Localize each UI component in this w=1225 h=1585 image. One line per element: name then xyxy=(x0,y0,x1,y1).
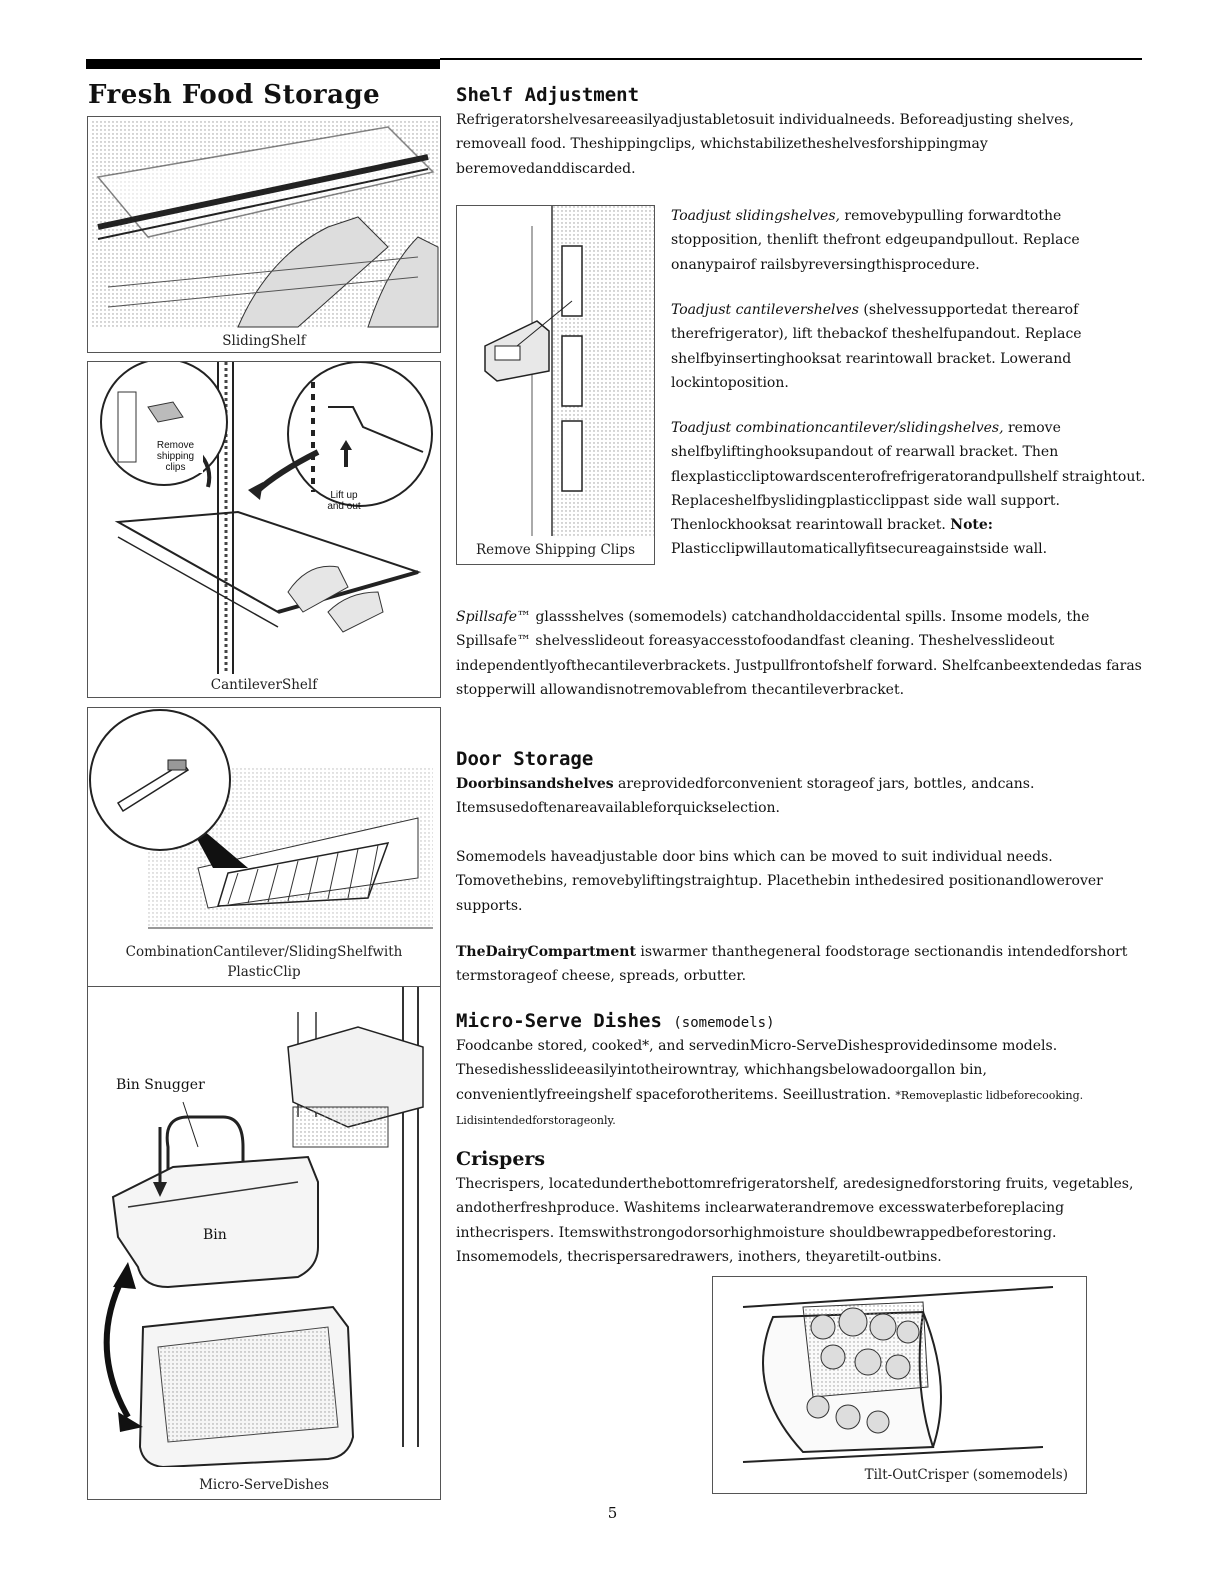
sliding-text: removebypulling forwardtothe stopposition, thenlift thefront edgeupandpullout. Replace onanypairof railsbyreversingthisprocedure. xyxy=(671,208,1080,273)
caption-remove-shipping-clips: Remove Shipping Clips xyxy=(475,542,635,558)
micro-serve-illustration xyxy=(88,987,440,1467)
heading-shelf-adjustment: Shelf Adjustment xyxy=(456,84,640,106)
figure-cantilever-shelf xyxy=(87,361,441,698)
micro-serve-footnote: *Removeplastic lidbeforecooking. Lidisintendedforstorageonly. xyxy=(456,1088,1084,1127)
remove-clips-label: Remove shipping clips xyxy=(148,440,203,473)
figure-micro-serve xyxy=(87,986,441,1500)
dairy-paragraph xyxy=(456,940,1146,989)
figure-combination-shelf xyxy=(87,707,441,987)
cantilever-lead: Toadjust cantilevershelves xyxy=(671,302,859,318)
dairy-text: iswarmer thanthegeneral foodstorage sectionandis intendedforshort termstorageof cheese, spreads, orbutter. xyxy=(456,944,1128,985)
caption-sliding-shelf: SlidingShelf xyxy=(222,333,306,349)
adjustable-bins-paragraph: Somemodels haveadjustable door bins which can be moved to suit individual needs. Tomovethebins, removebyliftingstraightup. Placethebin inthedesired positionandlowerover supports. xyxy=(456,849,1103,914)
shelf-adjustment-intro: Refrigeratorshelvesareeasilyadjustabletosuit individualneeds. Beforeadjusting shelves, removeall food. Theshippingclips, whichstabilizetheshelvesforshippingmay beremovedanddiscarded. xyxy=(456,112,1075,177)
combination-shelves-paragraph xyxy=(671,416,1146,562)
door-bins-lead: Doorbinsandshelves xyxy=(456,776,614,792)
micro-serve-text: Foodcanbe stored, cooked*, and servedinMicro-ServeDishesprovidedinsome models. Thesedishesslideeasilyintotheirowntray, whichhangsbelowadoorgallon bin, convenientlyfreeingshelf spaceforotheritems. Seeillustration. xyxy=(456,1038,1058,1103)
heading-door-storage: Door Storage xyxy=(456,748,594,770)
sliding-lead: Toadjust slidingshelves, xyxy=(671,208,840,224)
header-bar xyxy=(86,59,440,69)
cantilever-shelves-paragraph xyxy=(671,298,1146,395)
combination-text: remove shelfbyliftinghooksupandout of rearwall bracket. Then flexplasticcliptowardscenterofrefrigeratorandpullshelf straightout. Replaceshelfbyslidingplasticclippast side wall support. Thenlockhooksat rearintowall bracket. xyxy=(671,420,1146,534)
cantilever-shelf-illustration xyxy=(88,362,440,674)
crispers-paragraph: Thecrispers, locatedunderthebottomrefrigeratorshelf, aredesignedforstoring fruits, vegetables, andotherfreshproduce. Washitems inclearwaterandremove excesswaterbeforeplacing inthecrispers. Itemswithstrongodorsorhighmoisture shouldbewrappedbeforestoring. Insomemodels, thecrispersaredrawers, inothers, theyaretilt-outbins. xyxy=(456,1176,1134,1265)
bin-label: Bin xyxy=(203,1227,227,1243)
figure-remove-shipping-clips xyxy=(456,205,655,565)
heading-crispers: Crispers xyxy=(456,1148,546,1170)
sliding-shelf-illustration xyxy=(88,117,440,331)
combination-shelf-illustration xyxy=(88,708,440,933)
spillsafe-text: glassshelves (somemodels) catchandholdaccidental spills. Insome models, the Spillsafe™ shelvesslideout foreasyaccesstofoodandfast cleaning. Theshelvesslideout independentlyofthecantileverbrackets. Justpullfrontofshelf forward. Shelfcanbeextendedas faras stopperwill allowandisnotremovablefrom thecantileverbracket. xyxy=(456,609,1142,698)
tilt-out-crisper-illustration xyxy=(713,1277,1086,1467)
lift-up-label: Lift up and out xyxy=(327,490,361,512)
micro-serve-paragraph xyxy=(456,1034,1146,1133)
caption-cantilever-shelf: CantileverShelf xyxy=(210,677,318,693)
figure-tilt-out-crisper xyxy=(712,1276,1087,1494)
caption-combination-line2: PlasticClip xyxy=(227,964,301,980)
sliding-shelves-paragraph xyxy=(671,204,1146,277)
caption-micro-serve: Micro-ServeDishes xyxy=(199,1477,329,1493)
micro-serve-note: (somemodels) xyxy=(673,1015,775,1031)
caption-combination-line1: CombinationCantilever/SlidingShelfwith xyxy=(125,944,403,960)
dairy-lead: TheDairyCompartment xyxy=(456,944,636,960)
figure-sliding-shelf xyxy=(87,116,441,353)
caption-tilt-out-crisper: Tilt-OutCrisper (somemodels) xyxy=(864,1467,1068,1483)
header-rule xyxy=(440,58,1142,60)
spillsafe-name: Spillsafe™ xyxy=(456,609,531,625)
bin-snugger-label: Bin Snugger xyxy=(116,1077,205,1093)
shipping-clips-illustration xyxy=(457,206,654,536)
combination-lead: Toadjust combinationcantilever/slidingshelves, xyxy=(671,420,1004,436)
door-bins-paragraph xyxy=(456,772,1146,821)
heading-micro-serve xyxy=(456,1010,775,1032)
section-title: Fresh Food Storage xyxy=(88,80,381,110)
micro-serve-title: Micro-Serve Dishes xyxy=(456,1010,662,1032)
spillsafe-paragraph xyxy=(456,605,1146,702)
cantilever-text: (shelvessupportedat therearof therefrigerator), lift thebackof theshelfupandout. Replace shelfbyinsertinghooksat rearintowall bracket. Lowerand lockintoposition. xyxy=(671,302,1082,391)
note-label: Note: xyxy=(950,517,993,534)
door-bins-text: areprovidedforconvenient storageof jars, bottles, andcans. Itemsusedoftenareavailableforquickselection. xyxy=(456,776,1035,817)
note-text: Plasticclipwillautomaticallyfitsecureagainstside wall. xyxy=(671,541,1048,558)
page-number: 5 xyxy=(607,1504,618,1522)
